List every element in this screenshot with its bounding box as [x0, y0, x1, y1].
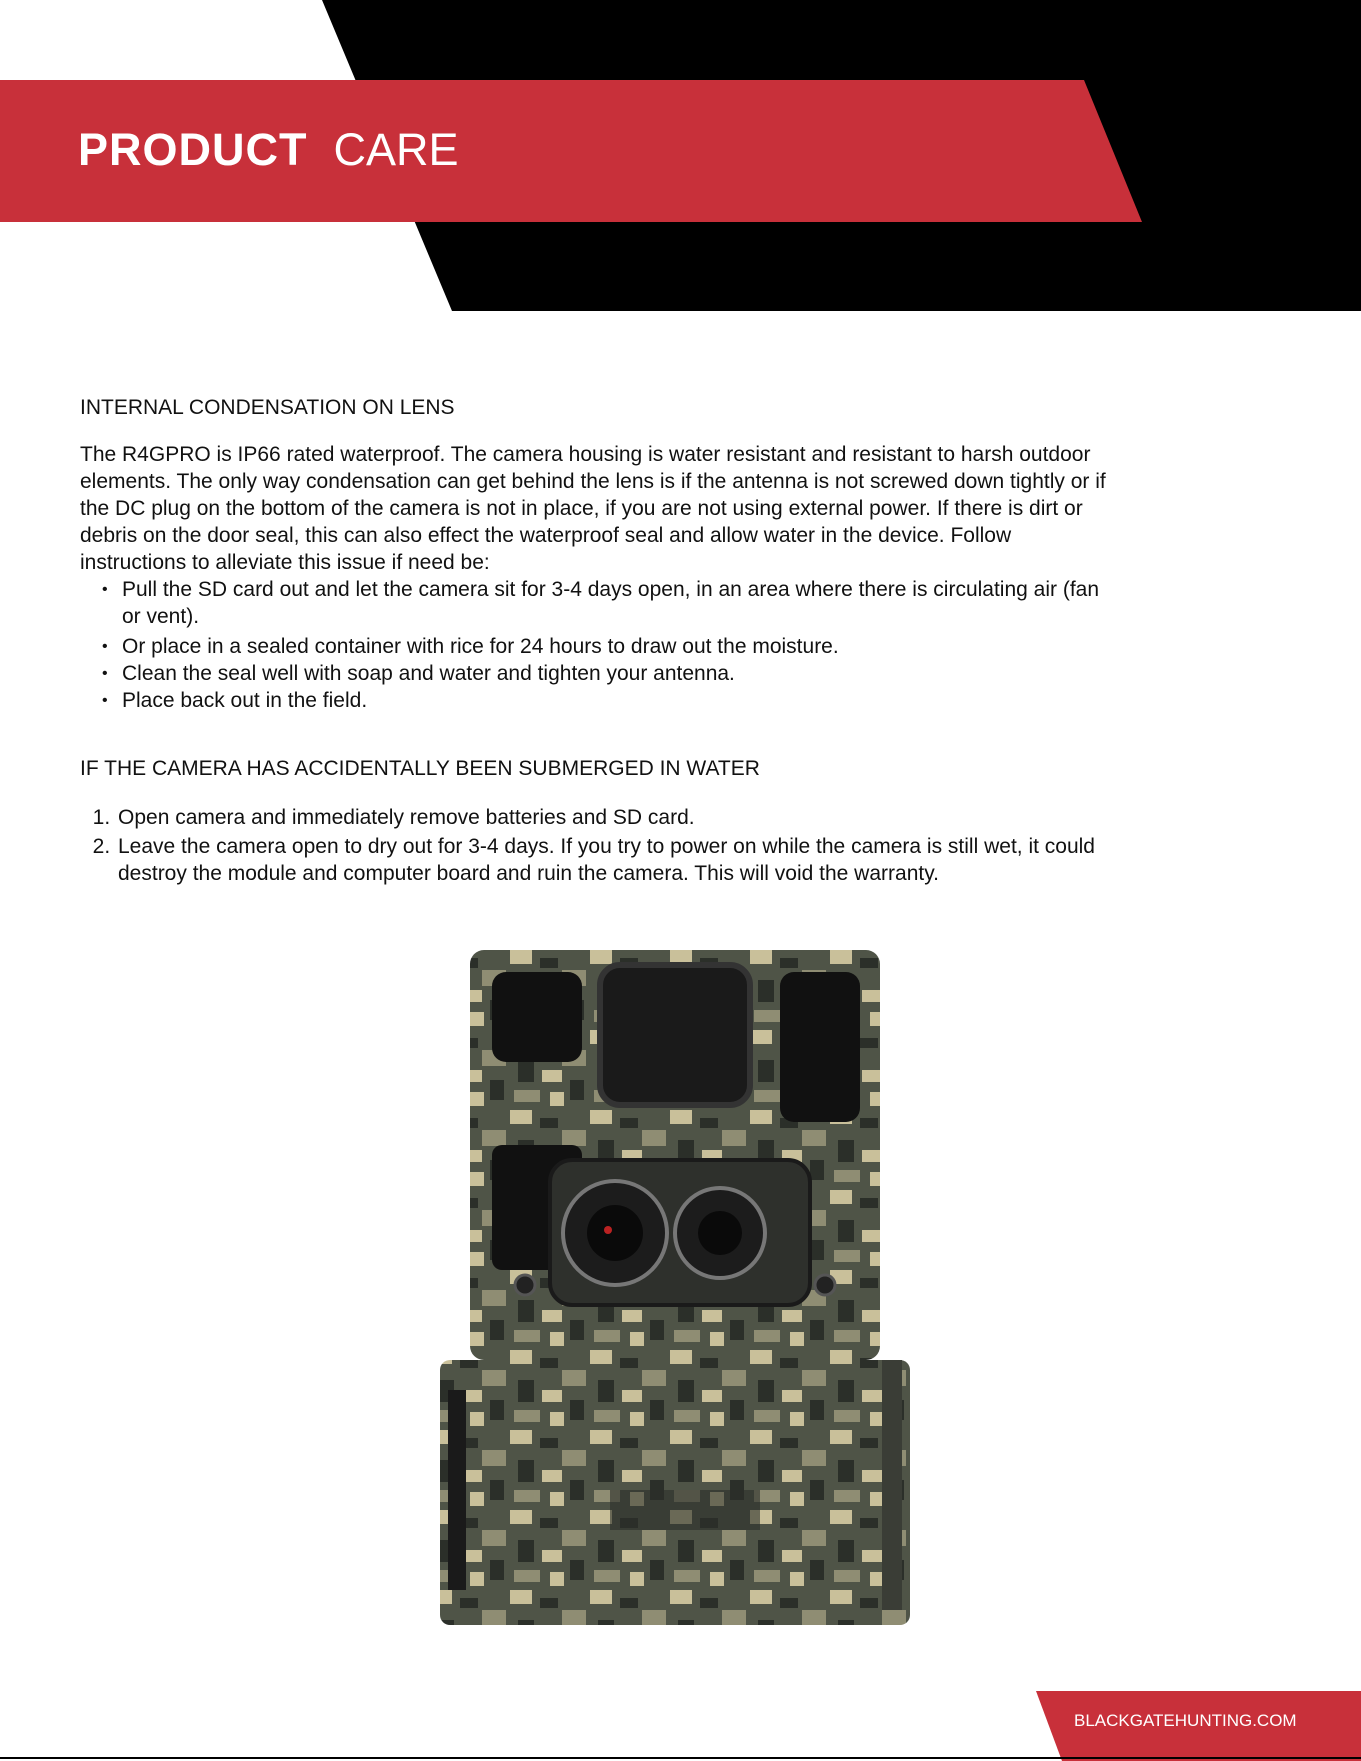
trail-camera-image: [430, 950, 930, 1640]
list-item: • Pull the SD card out and let the camera sit for 3-4 days open, in an area where there is circulating air (fan or vent).: [122, 576, 1120, 630]
list-item: 1. Open camera and immediately remove batteries and SD card.: [116, 804, 1120, 831]
submerged-steps-list: [80, 804, 1120, 887]
list-item: • Or place in a sealed container with rice for 24 hours to draw out the moisture.: [122, 633, 1120, 660]
main-content: [80, 394, 1120, 889]
camera-indicator-left: [515, 1275, 535, 1295]
footer-rule: [0, 1757, 1361, 1759]
condensation-paragraph: The R4GPRO is IP66 rated waterproof. The camera housing is water resistant and resistant to harsh outdoor elements. The only way condensation can get behind the lens is if the antenna is not screwed down tightly or if the DC plug on the bottom of the camera is not in place, if you are not using external power. If there is dirt or debris on the door seal, this can also effect the waterproof seal and allow water in the device. Follow instructions to alleviate this issue if need be:: [80, 443, 1106, 574]
list-item: • Clean the seal well with soap and water and tighten your antenna.: [122, 660, 1120, 687]
page-title: [78, 120, 459, 180]
page-title-bold: PRODUCT: [78, 124, 308, 175]
condensation-bullet-list: [80, 576, 1120, 714]
page-title-light: CARE: [333, 124, 459, 175]
camera-right-window: [780, 972, 860, 1122]
submerged-section: [80, 755, 1120, 887]
list-item: 2. Leave the camera open to dry out for 3-4 days. If you try to power on while the camera is still wet, it could destroy the module and computer board and ruin the camera. This will void the warranty.: [116, 833, 1120, 887]
list-item: • Place back out in the field.: [122, 687, 1120, 714]
camera-indicator-right: [815, 1275, 835, 1295]
camera-left-window: [492, 972, 582, 1062]
footer-website-link[interactable]: BLACKGATEHUNTING.COM: [1074, 1711, 1297, 1730]
section-heading-submerged: IF THE CAMERA HAS ACCIDENTALLY BEEN SUBMERGED IN WATER: [80, 757, 760, 780]
camera-center-sensor: [600, 965, 750, 1105]
section-heading-condensation: INTERNAL CONDENSATION ON LENS: [80, 396, 455, 419]
